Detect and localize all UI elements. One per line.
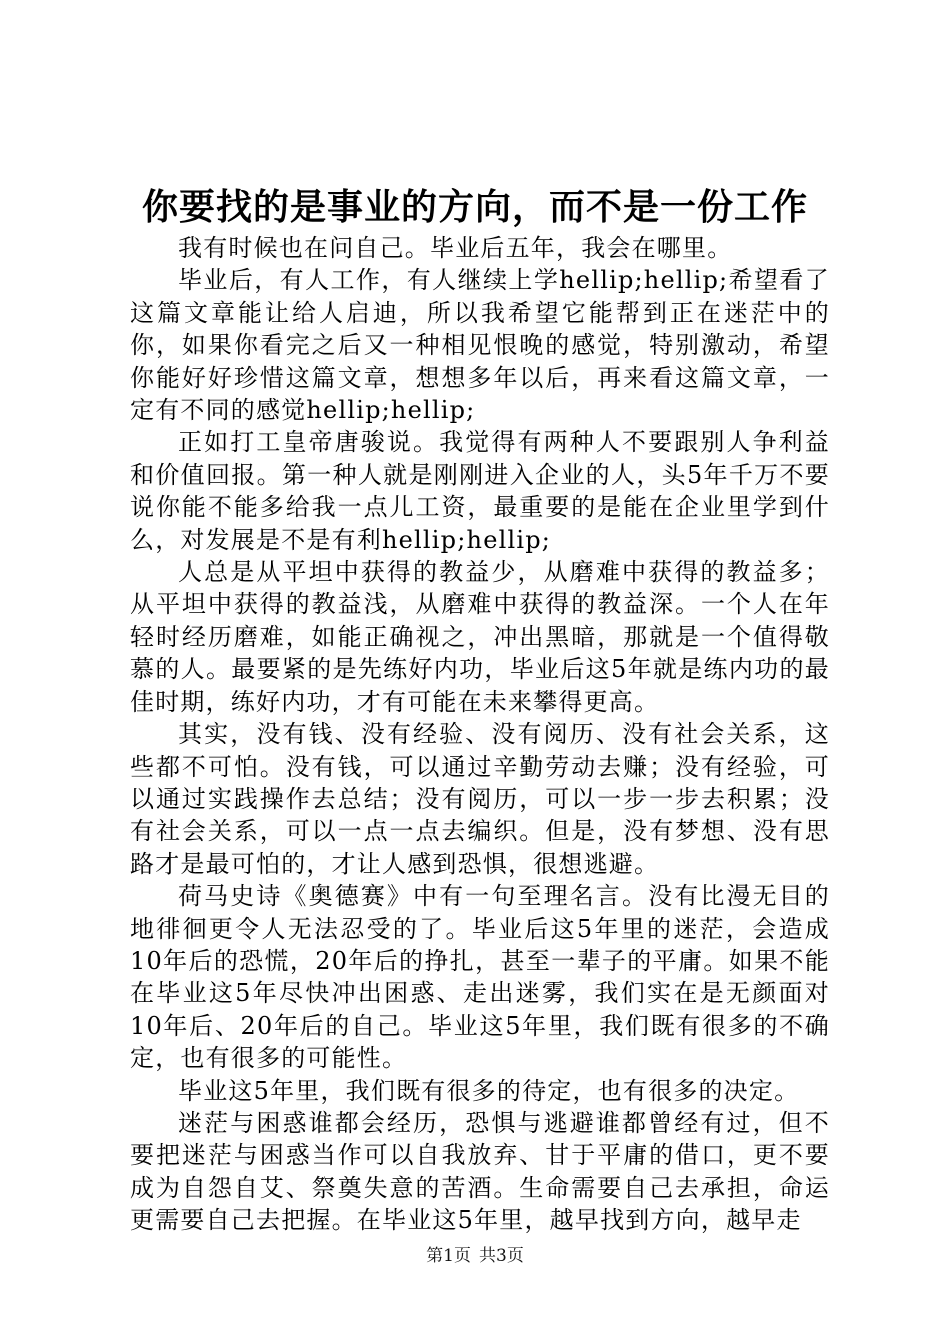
paragraph: 其实，没有钱、没有经验、没有阅历、没有社会关系，这些都不可怕。没有钱，可以通过辛勤劳动去赚；没有经验，可以通过实践操作去总结；没有阅历，可以一步一步去积累；没有社会关系，可以一点一点去编织。但是，没有梦想、没有思路才是最可怕的，才让人感到恐惧，很想逃避。 <box>130 720 830 878</box>
paragraph: 荷马史诗《奥德赛》中有一句至理名言。没有比漫无目的地徘徊更令人无法忍受的了。毕业后这5年里的迷茫，会造成10年后的恐慌，20年后的挣扎，甚至一辈子的平庸。如果不能在毕业这5年尽快冲出困惑、走出迷雾，我们实在是无颜面对10年后、20年后的自己。毕业这5年里，我们既有很多的不确定，也有很多的可能性。 <box>130 882 830 1073</box>
page-total: 共3页 <box>479 1246 524 1266</box>
paragraph: 人总是从平坦中获得的教益少，从磨难中获得的教益多；从平坦中获得的教益浅，从磨难中获得的教益深。一个人在年轻时经历磨难，如能正确视之，冲出黑暗，那就是一个值得敬慕的人。最要紧的是先练好内功，毕业后这5年就是练内功的最佳时期，练好内功，才有可能在未来攀得更高。 <box>130 558 830 716</box>
document-title: 你要找的是事业的方向，而不是一份工作 <box>141 186 808 228</box>
paragraph: 我有时候也在问自己。毕业后五年，我会在哪里。 <box>178 234 733 262</box>
paragraph: 正如打工皇帝唐骏说。我觉得有两种人不要跟别人争利益和价值回报。第一种人就是刚刚进入企业的人，头5年千万不要说你能不能多给我一点儿工资，最重要的是能在企业里学到什么，对发展是不是有利hellip;hellip; <box>130 428 830 554</box>
paragraph: 毕业后，有人工作，有人继续上学hellip;hellip;希望看了这篇文章能让给人启迪，所以我希望它能帮到正在迷茫中的你，如果你看完之后又一种相见恨晚的感觉，特别激动，希望你能好好珍惜这篇文章，想想多年以后，再来看这篇文章，一定有不同的感觉hellip;hellip; <box>130 266 830 425</box>
paragraph: 迷茫与困惑谁都会经历，恐惧与逃避谁都曾经有过，但不要把迷茫与困惑当作可以自我放弃、甘于平庸的借口，更不要成为自怨自艾、祭奠失意的苦酒。生命需要自己去承担，命运更需要自己去把握。在毕业这5年里，越早找到方向，越早走 <box>130 1108 830 1235</box>
paragraph: 毕业这5年里，我们既有很多的待定，也有很多的决定。 <box>178 1076 800 1105</box>
page-footer <box>0 1244 950 1268</box>
document-body <box>130 232 830 1237</box>
page-number: 第1页 <box>426 1246 471 1266</box>
